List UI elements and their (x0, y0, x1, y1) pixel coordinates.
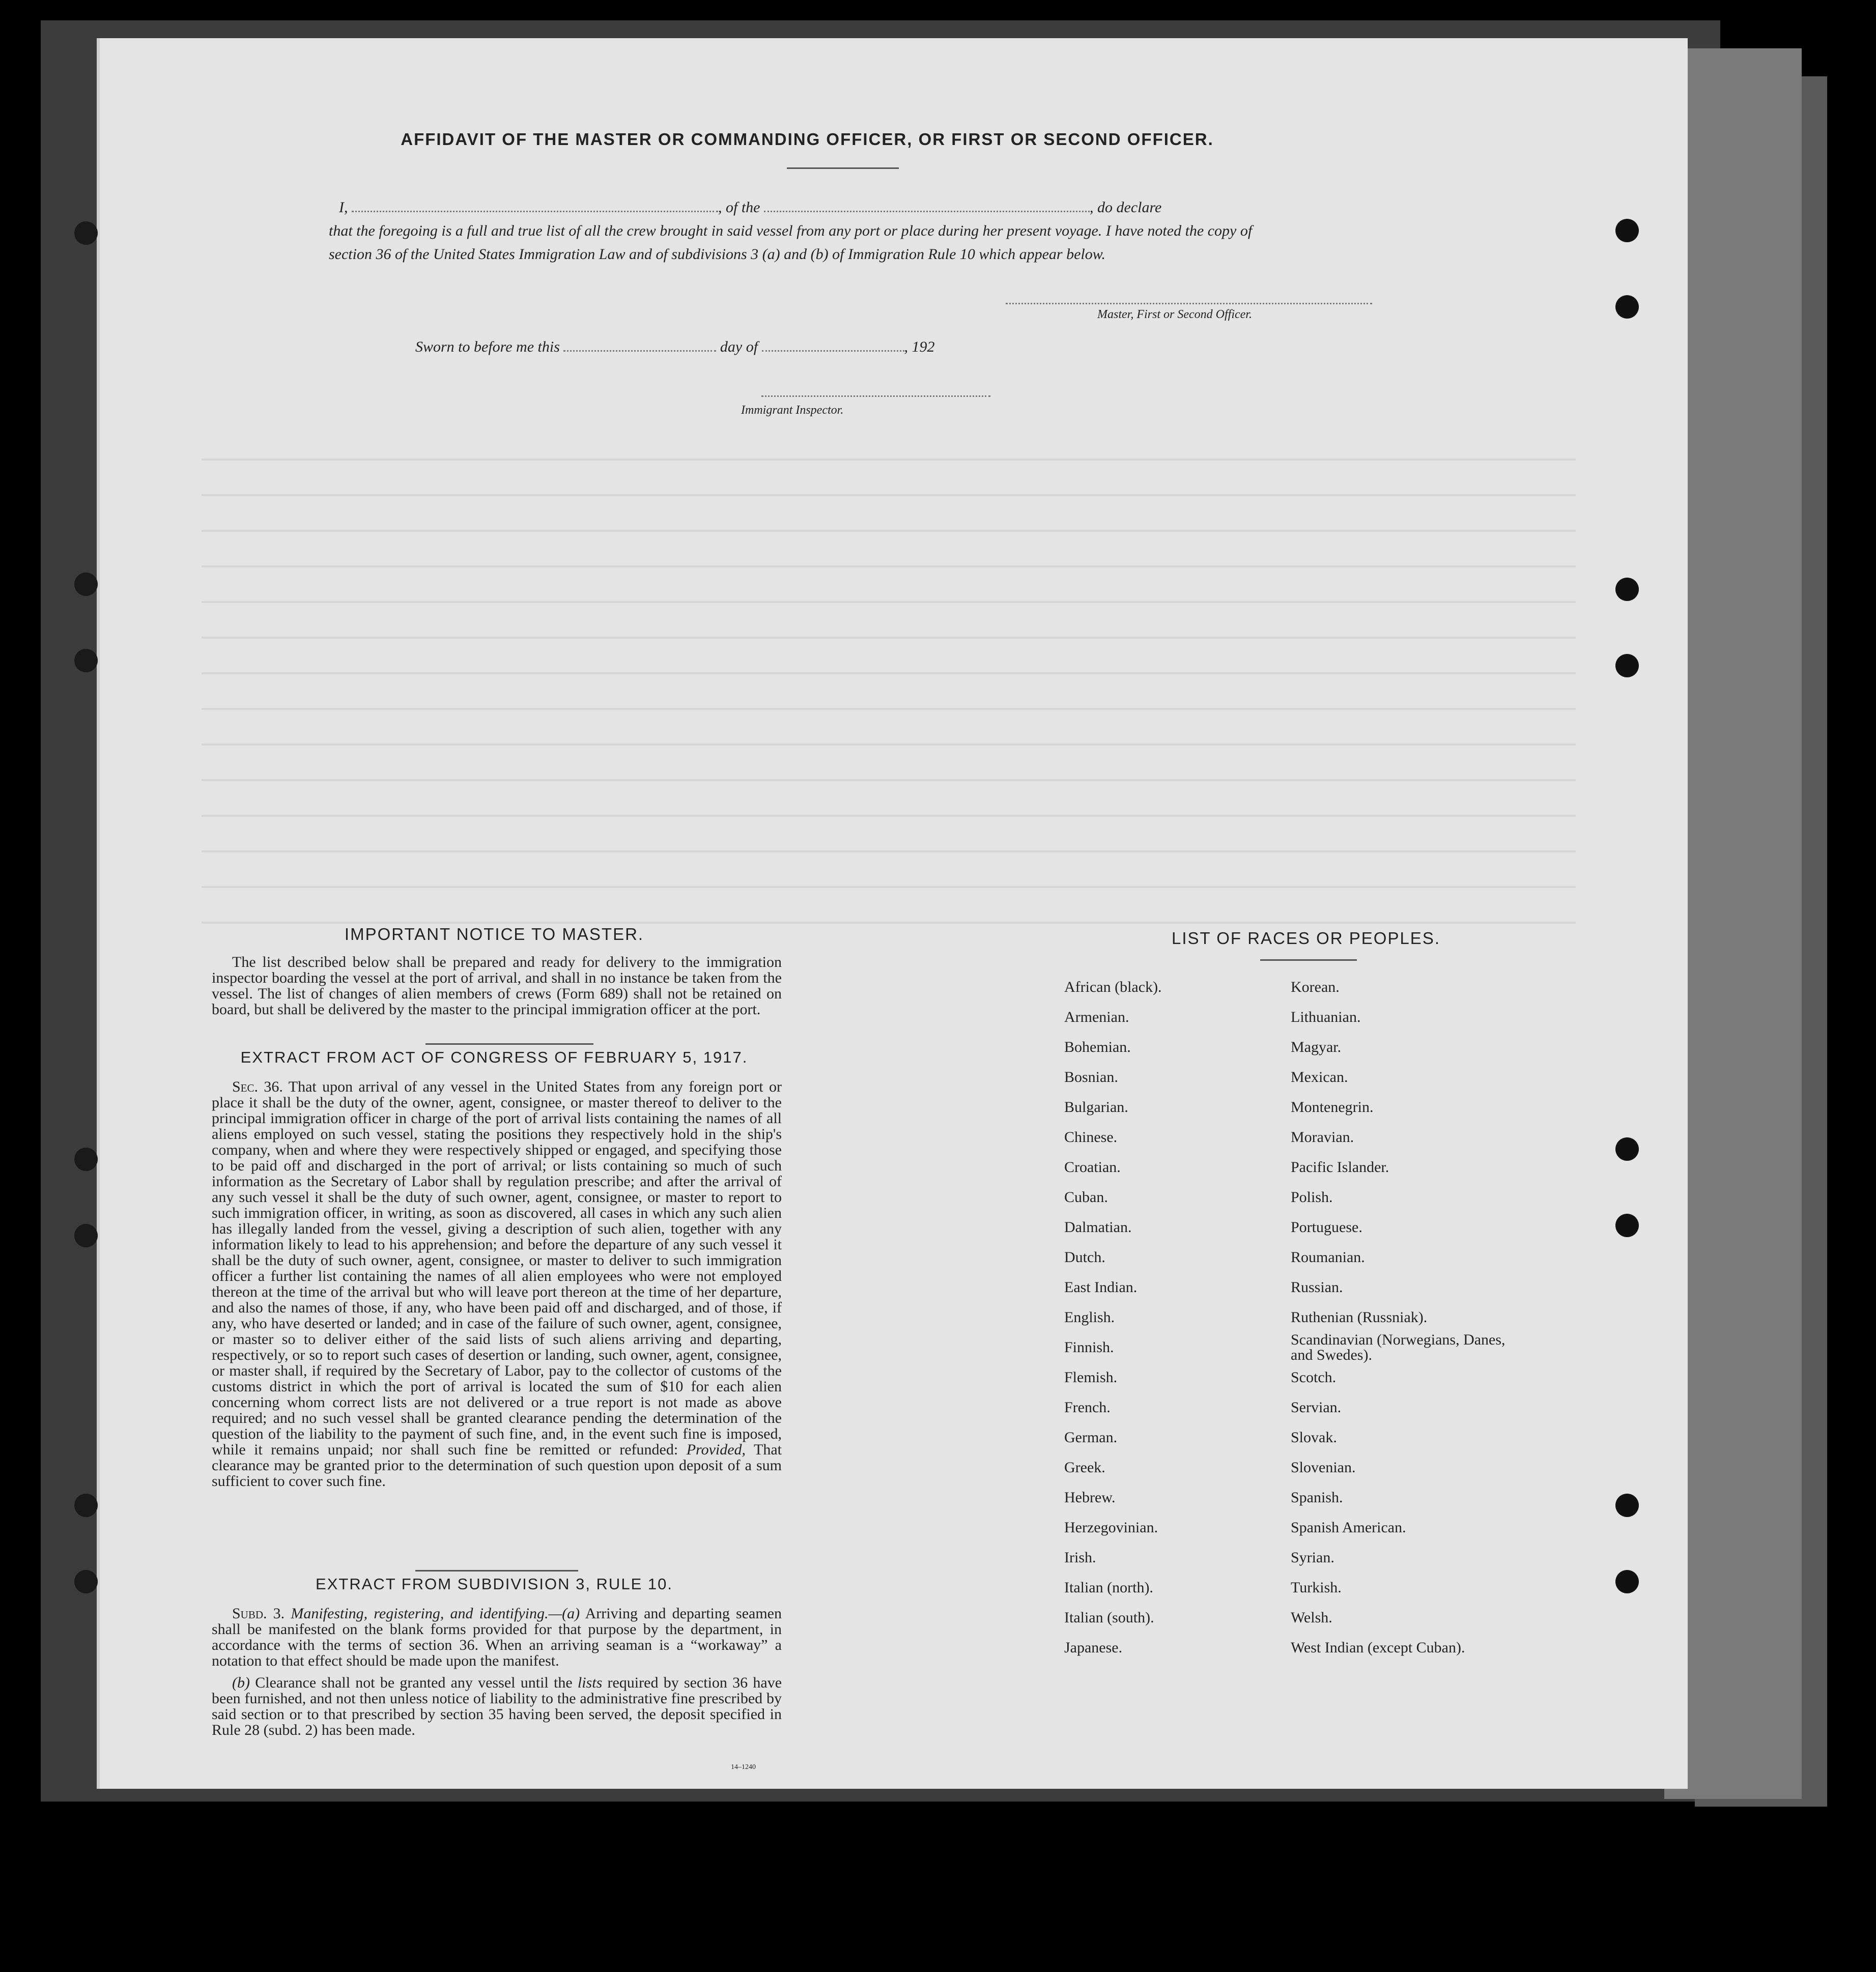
race-item: Bosnian. (1064, 1069, 1118, 1085)
binder-hole-icon (74, 573, 98, 596)
rule-a-label: —(a) (548, 1605, 580, 1622)
race-item: Irish. (1064, 1549, 1096, 1566)
rule-b-lists: lists (577, 1674, 603, 1691)
binder-hole-icon (74, 221, 98, 245)
race-item: Roumanian. (1291, 1249, 1365, 1266)
race-item: Turkish. (1291, 1579, 1342, 1596)
act-body (212, 1079, 782, 1489)
binder-hole-icon (74, 1148, 98, 1171)
race-item: Italian (north). (1064, 1579, 1153, 1596)
race-item: Cuban. (1064, 1189, 1108, 1206)
race-item: Flemish. (1064, 1369, 1118, 1386)
race-item: Chinese. (1064, 1129, 1118, 1146)
race-item: Welsh. (1291, 1609, 1332, 1626)
race-item: Dutch. (1064, 1249, 1105, 1266)
race-item: Syrian. (1291, 1549, 1334, 1566)
race-item: Greek. (1064, 1459, 1105, 1476)
binder-hole-icon (74, 1224, 98, 1247)
race-item: Mexican. (1291, 1069, 1348, 1085)
rule-a-text: Arriving and departing seamen shall be manifested on the blank forms provided for that purpose by the department, in accordance with the terms of section 36. When an arriving seaman is a “workaway” a notation to that effect should be made upon the manifest. (212, 1605, 782, 1669)
race-item: Herzegovinian. (1064, 1519, 1158, 1536)
act-provided: Provided, (686, 1441, 746, 1458)
race-item: Servian. (1291, 1399, 1342, 1416)
rule-subd-title: Manifesting, registering, and identifying. (291, 1605, 549, 1622)
signature-caption: Master, First or Second Officer. (1097, 308, 1252, 321)
rule-b-text-2: required by section 36 have been furnished, and not then unless notice of liability to the administrative fine prescribed by said section or to that prescribed by section 35 having been served, the deposit specified in Rule 28 (subd. 2) has been made. (212, 1674, 782, 1738)
rule-b-label: (b) (232, 1674, 250, 1691)
binder-hole-icon (74, 1494, 98, 1517)
races-column-2 (1291, 972, 1525, 1663)
race-item: Armenian. (1064, 1009, 1129, 1025)
affidavit-declare: , do declare (1090, 199, 1162, 216)
sworn-text: Sworn to before me this (415, 338, 560, 355)
vessel-blank (764, 211, 1090, 212)
race-item: German. (1064, 1429, 1118, 1446)
affidavit-i: I, (339, 199, 348, 216)
form-number: 14–1240 (731, 1763, 756, 1771)
binder-hole-icon (74, 1570, 98, 1593)
signature-line (1006, 303, 1372, 304)
races-column-1 (1064, 972, 1268, 1663)
bleed-through-ledger (202, 425, 1576, 924)
race-item: Lithuanian. (1291, 1009, 1361, 1025)
document-page (97, 38, 1688, 1789)
race-item: Italian (south). (1064, 1609, 1154, 1626)
race-item: Slovak. (1291, 1429, 1337, 1446)
affidavit-title: AFFIDAVIT OF THE MASTER OR COMMANDING OFFICER, OR FIRST OR SECOND OFFICER. (401, 130, 1214, 149)
day-blank (563, 350, 716, 352)
divider (425, 1043, 593, 1045)
act-title: EXTRACT FROM ACT OF CONGRESS OF FEBRUARY 5, 1917. (240, 1048, 748, 1066)
race-item: Moravian. (1291, 1129, 1354, 1146)
race-item: East Indian. (1064, 1279, 1138, 1296)
name-blank (352, 211, 718, 212)
race-item: English. (1064, 1309, 1115, 1326)
act-text: That upon arrival of any vessel in the United States from any foreign port or place it shall be the duty of the owner, agent, consignee, or master thereof to deliver to the principal immigration officer in charge of the port of arrival lists containing the names of all aliens employed on such vessel, stating the positions they respectively hold in the ship's company, when and where they were respectively shipped or engaged, and specifying those to be paid off and discharged in the port of arrival; or lists containing so much of such information as the Secretary of Labor shall by regulation prescribe; and after the arrival of any such vessel it shall be the duty of such owner, agent, consignee, or master to report to such immigration officer, in writing, as soon as discovered, all cases in which any such alien has illegally landed from the vessel, giving a description of such alien, together with any information likely to lead to his apprehension; and before the departure of any such vessel it shall be the duty of such owner, agent, consignee, or master to deliver to such immigration officer a further list containing the names of all alien employees who were not employed thereon at the time of the arrival but who will leave port thereon at the time of her departure, and also the names of those, if any, who have been paid off and discharged, and of those, if any, who have deserted or landed; and in case of the failure of such owner, agent, consignee, or master so to deliver either of the said lists of such aliens arriving and departing, respectively, or so to report such cases of desertion or landing, such owner, agent, consignee, or master shall, if required by the Secretary of Labor, pay to the collector of customs of the customs district in which the port of arrival is located the sum of $10 for each alien concerning whom correct lists are not delivered or a true report is not made as above required; and no such vessel shall be granted clearance pending the determination of the question of the liability to the payment of such fine, and, in the event such fine is imposed, while it remains unpaid; nor shall such fine be remitted or refunded: (212, 1078, 782, 1458)
rule-subd: Subd. 3. (232, 1605, 285, 1622)
race-item: Hebrew. (1064, 1489, 1116, 1506)
binder-hole-icon (1615, 1570, 1639, 1593)
race-item: West Indian (except Cuban). (1291, 1639, 1465, 1656)
binder-hole-icon (1615, 654, 1639, 677)
inspector-caption: Immigrant Inspector. (741, 404, 844, 417)
race-item: Polish. (1291, 1189, 1333, 1206)
race-item: Ruthenian (Russniak). (1291, 1309, 1428, 1326)
inspector-line (761, 395, 990, 397)
races-title: LIST OF RACES OR PEOPLES. (1171, 929, 1441, 948)
race-item: Korean. (1291, 979, 1340, 995)
race-item: Bulgarian. (1064, 1099, 1128, 1116)
binder-hole-icon (1615, 1494, 1639, 1517)
rule-title: EXTRACT FROM SUBDIVISION 3, RULE 10. (316, 1575, 673, 1593)
race-item: Montenegrin. (1291, 1099, 1374, 1116)
rule-para-b (212, 1675, 782, 1738)
race-item: Russian. (1291, 1279, 1343, 1296)
race-item: Finnish. (1064, 1339, 1114, 1356)
rule-b-text-1: Clearance shall not be granted any vessel until the (255, 1674, 573, 1691)
race-item: Spanish. (1291, 1489, 1343, 1506)
rule-para-a (212, 1606, 782, 1669)
affidavit-of-the: , of the (718, 199, 760, 216)
affidavit-declaration (329, 196, 1433, 266)
divider (787, 167, 899, 169)
race-item: Magyar. (1291, 1039, 1342, 1055)
race-item: Japanese. (1064, 1639, 1123, 1656)
race-item: Scotch. (1291, 1369, 1337, 1386)
race-item: French. (1064, 1399, 1111, 1416)
divider (1260, 959, 1357, 961)
race-item: Spanish American. (1291, 1519, 1406, 1536)
race-item: Bohemian. (1064, 1039, 1131, 1055)
race-item: Croatian. (1064, 1159, 1121, 1176)
race-item: Slovenian. (1291, 1459, 1356, 1476)
day-of-text: day of (720, 338, 758, 355)
binder-hole-icon (1615, 1137, 1639, 1161)
race-item: Dalmatian. (1064, 1219, 1132, 1236)
binder-hole-icon (1615, 219, 1639, 242)
race-item: Pacific Islander. (1291, 1159, 1389, 1176)
divider (415, 1570, 578, 1571)
year-text: , 192 (904, 338, 935, 355)
binder-hole-icon (1615, 1214, 1639, 1237)
sworn-line (415, 338, 935, 356)
month-blank (762, 350, 904, 352)
affidavit-body: that the foregoing is a full and true list of all the crew brought in said vessel from any port or place during her present voyage. I have noted the copy of section 36 of the United States Immigration Law and of subdivisions 3 (a) and (b) of Immigration Rule 10 which appear below. (329, 222, 1253, 263)
act-section: Sec. 36. (232, 1078, 283, 1095)
race-item: African (black). (1064, 979, 1162, 995)
race-item: Portuguese. (1291, 1219, 1362, 1236)
binder-hole-icon (1615, 578, 1639, 601)
notice-title: IMPORTANT NOTICE TO MASTER. (344, 925, 644, 944)
notice-body: The list described below shall be prepared and ready for delivery to the immigration inspector boarding the vessel at the port of arrival, and shall in no instance be taken from the vessel. The list of changes of alien members of crews (Form 689) shall not be retained on board, but shall be delivered by the master to the principal immigration officer at the port. (212, 954, 782, 1018)
race-item: Scandinavian (Norwegians, Danes, and Swedes). (1291, 1331, 1505, 1363)
binder-hole-icon (74, 649, 98, 672)
act-text-end: That clearance may be granted prior to the determination of such question upon deposit of a sum sufficient to cover such fine. (212, 1441, 782, 1490)
binder-hole-icon (1615, 295, 1639, 319)
